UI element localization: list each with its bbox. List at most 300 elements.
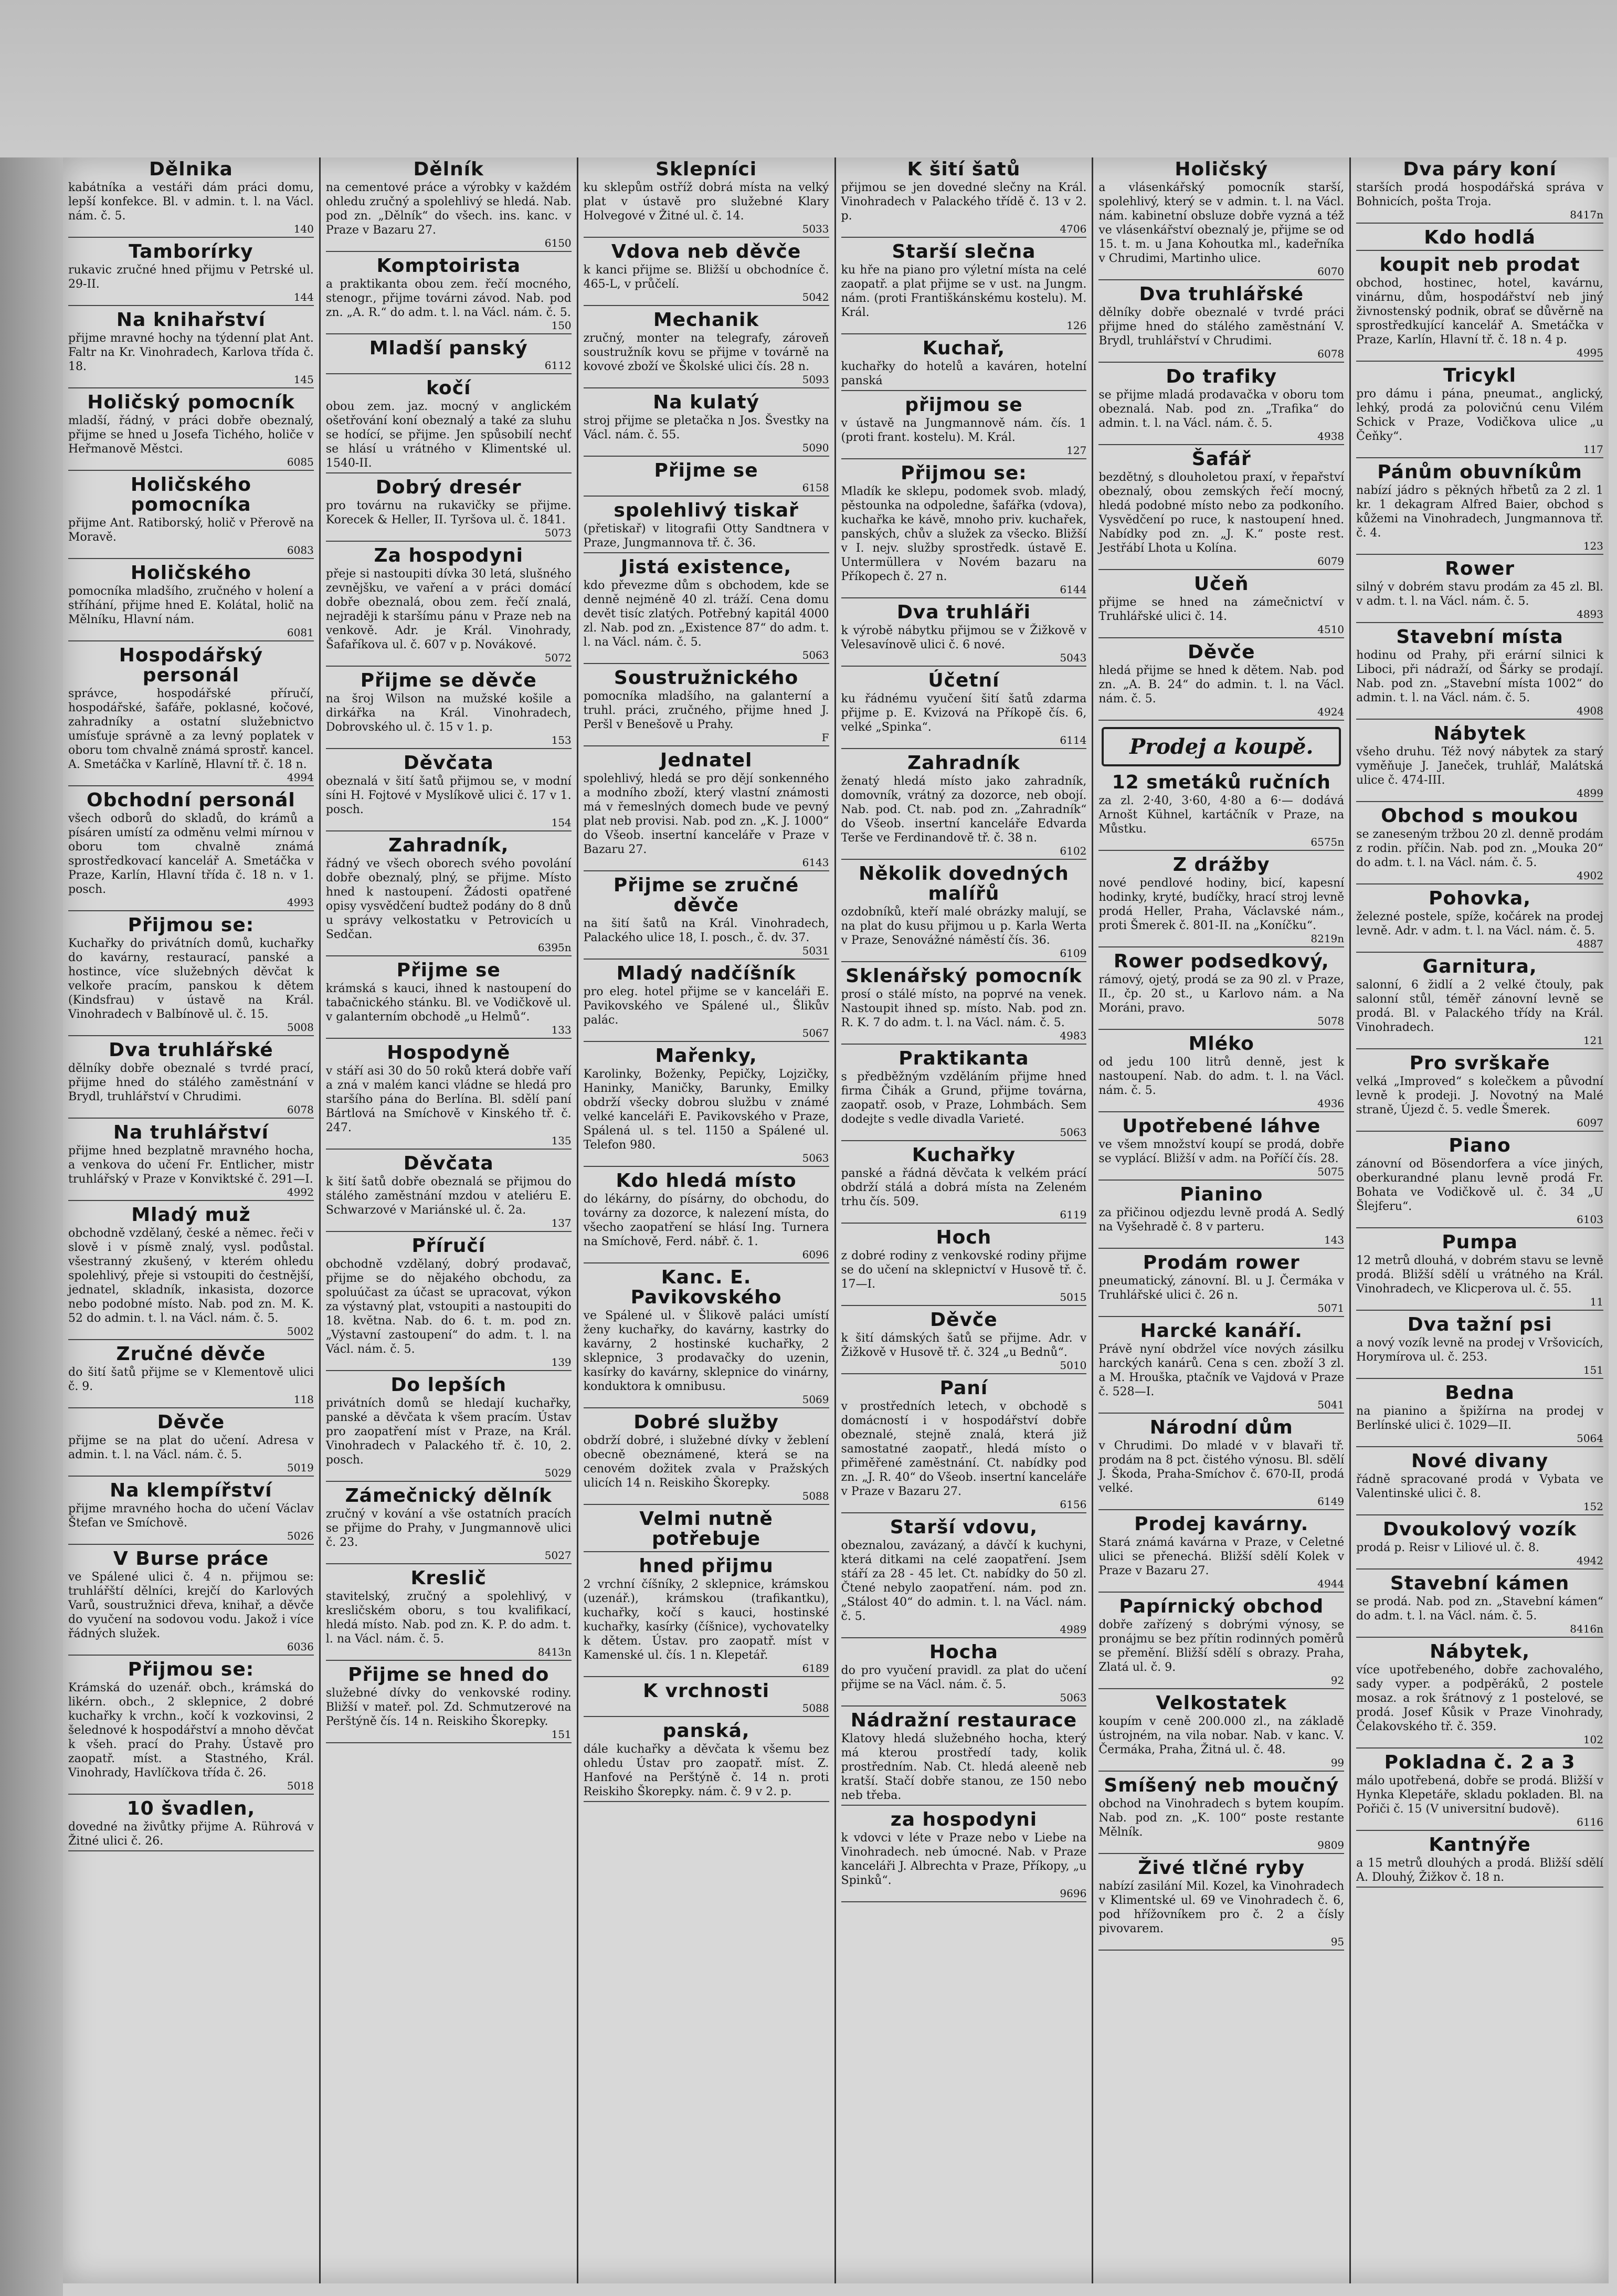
ad-number: 4938 [1317,430,1345,443]
ad-body: služebné dívky do venkovské rodiny. Bližší v mateř. pol. Zd. Schmutzerové na Perštýně čís. 14 n. Reiskiho Škorepky. [325,1687,572,1728]
ad-divider [1356,1131,1603,1132]
classified-ad [68,1549,314,1656]
ad-number: 5090 [802,441,829,454]
ad-heading: Nábytek, [1430,1641,1530,1662]
classified-ad [1356,889,1603,953]
ad-number: 11 [1590,1296,1603,1308]
classified-ad [584,1556,829,1677]
ad-heading: Bedna [1445,1382,1515,1404]
ad-divider [841,1705,1087,1707]
ad-divider [584,1504,829,1505]
classified-ad [1356,1574,1603,1638]
ad-heading: Jednatel [660,750,753,771]
ad-number: 4989 [1060,1623,1087,1636]
ad-divider [584,456,829,457]
ad-number: 4944 [1317,1577,1345,1590]
ad-heading: Dvoukolový vozík [1382,1519,1577,1540]
ad-heading: Mařenky, [655,1045,757,1067]
ad-heading: Holičského pomocníka [130,474,251,515]
ad-number: 5015 [1060,1291,1087,1303]
ad-body: Klatovy hledá služebného hocha, který má kterou prostředí tady, kolik prostředním. Nab. Ct. hledá aleeně neb kratší. Stačí dobře stanou, ze 150 nebo neb třeba. [841,1732,1087,1802]
ad-heading: Na kulatý [653,392,759,413]
classified-ad [584,501,829,553]
ad-divider [1356,801,1603,802]
ad-heading: Přijmou se: [901,462,1027,484]
classified-ad [1098,1776,1344,1854]
ad-number: 153 [551,734,572,746]
ad-divider [584,1166,829,1167]
ad-number: 4706 [1060,223,1087,235]
ad-heading: Pumpa [1442,1231,1518,1253]
ad-number: 6036 [287,1640,314,1653]
classified-ad [584,310,829,388]
classified-ad [1356,1054,1603,1132]
ad-divider [68,558,314,559]
ad-divider [841,458,1087,459]
ad-body: Karolinky, Boženky, Pepičky, Lojzičky, Haninky, Maničky, Barunky, Emilky obdrží všecky dobrou službu v známé velké kanceláři E. Pavikovského v Praze, Spálená ul. s tel. 1150 a Spálené ul. Telefon 980. [583,1068,829,1152]
ad-number: 151 [1583,1364,1603,1376]
classified-ad [584,557,829,664]
ad-divider [326,251,572,252]
ad-heading: Papírnický obchod [1119,1596,1324,1617]
classified-ad [584,1721,829,1802]
ad-divider [326,1231,572,1232]
ad-divider [68,785,314,786]
ad-number: 133 [551,1024,572,1036]
ad-divider [68,1035,314,1036]
ad-divider [584,663,829,664]
ad-divider [68,910,314,911]
ad-body: panské a řádná děvčata k velkém prácí obdrží stálá a dobrá místa na Zeleném trhu čís. 509. [841,1167,1087,1208]
ad-divider [68,1794,314,1795]
ad-number: 5063 [1060,1691,1087,1704]
classified-ad [1098,1418,1344,1510]
classified-ad [1356,559,1603,623]
ad-number: 4992 [287,1186,314,1198]
ad-heading: Smíšený neb moučný [1104,1775,1339,1796]
ad-body: zánovní od Bösendorfera a více jiných, oberkurandné planu levně prodá Fr. Bohata ve Vodičkově ul. č. 34 „U Šlejferu“. [1356,1157,1603,1213]
classified-ad [326,1043,572,1150]
ad-body: kuchařky do hotelů a kaváren, hotelní panská [841,360,1087,387]
classified-ad [584,160,829,238]
ad-body: na šroj Wilson na mužské košile a dirkářka na Král. Vinohradech, Dobrovského ul. č. 15 v 1. p. [325,692,572,734]
ad-heading: Zámečnický dělník [345,1485,552,1507]
ad-divider [1356,952,1603,953]
ad-number: 6085 [287,456,314,468]
ad-body: rukavic zručné hned přijmu v Petrské ul. 29-II. [68,264,314,291]
ad-heading: Děvče [1187,641,1255,663]
ad-heading: Soustružnického [614,667,799,689]
classified-ad [1098,1117,1344,1181]
ad-divider [68,1407,314,1408]
ad-divider [1356,1227,1603,1228]
ad-divider [584,959,829,960]
ad-body: železné postele, spíže, kočárek na prodej levně. Adr. v adm. t. l. na Václ. nám. č. 5. [1356,910,1603,938]
ad-divider [1098,1413,1344,1414]
ad-body: a praktikanta obou zem. řečí mocného, stenogr., přijme továrni závod. Nab. pod zn. „A. R.“ do adm. t. l. na Václ. nám. č. 5. [325,278,572,319]
ad-body: hodinu od Prahy, při erární silnici k Liboci, při nádraží, od Šárky se prodají. Nab. pod zn. „Stavební místa 1002“ do admin. t. l. na Václ. nám. č. 5. [1356,649,1603,704]
ad-body: přijmou se jen dovedné slečny na Král. Vinohradech v Palackého třídě č. 13 v 2. p. [841,181,1087,223]
ad-body: přijme mravné hochy na týdenní plat Ant. Faltr na Kr. Vinohradech, Karlova třída č. 18. [68,332,314,373]
ad-divider [326,666,572,667]
classified-ad [68,1413,314,1477]
ad-number: 127 [1066,444,1087,457]
ad-divider [68,1655,314,1656]
ad-number: 4902 [1577,869,1603,882]
ad-heading: Tricykl [1443,365,1516,386]
ad-heading: Hoch [936,1227,992,1248]
ad-divider [841,1140,1087,1141]
ad-body: k šití dámských šatů se přijme. Adr. v Žižkově v Husově tř. č. 324 „u Bednů“. [841,1332,1087,1359]
ad-heading: Mladší panský [369,338,528,359]
ad-divider [68,1544,314,1545]
ad-number: 4993 [287,896,314,909]
ad-heading: Přijme se [396,960,501,981]
ad-body: přijme se na plat do učení. Adresa v admin. t. l. na Václ. nám. č. 5. [68,1434,314,1461]
ad-heading: Dělník [413,159,484,180]
ad-heading: Nádražní restaurace [850,1710,1077,1731]
ad-divider [68,387,314,388]
classified-column-1 [63,157,321,2283]
classified-ad [68,1123,314,1201]
ad-body: pro dámu i pána, pneumat., anglický, lehký, prodá za polovičnú cenu Vilém Schick v Praze, Vodičkova ulice „u Čeňky“. [1356,387,1603,443]
ad-heading: Dva tažní psi [1407,1314,1552,1335]
ad-heading: Přijme se děvče [360,670,537,691]
ad-divider [326,1038,572,1039]
ad-body: obchodně vzdělaný, dobrý prodavač, přijme se do nějakého obchodu, za spoluúčast za účast se upracovat, výkon za výstavný plat, vstoupiti a nastoupiti do 18. května. Nab. do 6. t. m. pod zn. „Výstavní zastoupení“ do adm. t. l. na Václ. nám. č. 5. [325,1258,572,1356]
ad-divider [841,597,1087,598]
ad-heading: Prodej kavárny. [1134,1513,1309,1535]
ad-heading: Mléko [1188,1033,1254,1055]
ad-body: pomocníka mladšího, na galanterní a truhl. práci, zručného, přijme hned J. Peršl v Benešově u Prahy. [583,690,829,731]
classified-ad [584,964,829,1042]
classified-ad [1098,574,1344,638]
ad-body: silný v dobrém stavu prodám za 45 zl. Bl. v adm. t. l. na Václ. nám. č. 5. [1356,581,1603,608]
ad-body: dělníky dobře obeznalé s tvrdé prací, přijme hned do stálého zaměstnání v Brydl, truhlářství v Chrudimi. [68,1062,314,1103]
ad-number: 5010 [1060,1359,1087,1372]
ad-number: 6102 [1060,845,1087,857]
ad-number: 6119 [1060,1208,1087,1221]
ad-body: dobře zařízený s dobrými výnosy, se pronájmu se bez přítin rodinných poměrů se přemění. Bližší sdělí s obrazy. Praha, Zlatá ul. č. 9. [1098,1618,1345,1674]
ad-body: salonní, 6 židlí a 2 velké čtouly, pak salonní stůl, téměř zánovní levně se prodá. Bl. v Palackého třídy na Král. Vinohradech. [1356,978,1603,1034]
ad-number: 6395n [537,941,572,954]
classified-ad [1098,1858,1344,1951]
ad-divider [326,1481,572,1482]
ad-divider [1356,1637,1603,1638]
ad-divider [841,748,1087,749]
ad-body: dále kuchařky a děvčata k všemu bez ohledu Ústav pro zaopatř. míst. Z. Hanfové na Perštýně č. 14 n. proti Reiskiho Škorepky. nám. č. 9 v 2. p. [583,1743,829,1798]
ad-divider [841,961,1087,962]
ad-divider [326,472,572,473]
ad-divider [841,237,1087,238]
ad-body: za přičinou odjezdu levně prodá A. Sedlý na Vyšehradě č. 8 v parteru. [1098,1206,1345,1234]
ad-heading: V Burse práce [113,1548,269,1570]
ad-heading: K šití šatů [907,159,1021,180]
ad-divider [68,1200,314,1201]
ad-divider [68,305,314,306]
ad-heading: Obchod s moukou [1381,805,1579,827]
ad-number: 4908 [1577,704,1603,717]
ad-body: málo upotřebená, dobře se prodá. Bližší v Hynka Klepetáře, skladu pokladen. Bl. na Pořiči č. 15 (V universitní budově). [1356,1774,1603,1816]
ad-divider [584,1801,829,1802]
ad-number: 6083 [287,544,314,556]
ad-body: se přijme mladá prodavačka v oboru tom obeznalá. Nab. pod zn. „Trafika“ do admin. t. l. na Václ. nám. č. 5. [1098,388,1345,430]
classified-ad [841,603,1087,667]
classified-ad [841,1145,1087,1224]
ad-divider [841,1373,1087,1374]
ad-number: 4893 [1577,608,1603,620]
ad-body: řádně spracované prodá v Vybata ve Valentinské ulici č. 8. [1356,1473,1603,1500]
ad-divider [841,1305,1087,1306]
ad-divider [1356,1378,1603,1379]
ad-body: pomocníka mladšího, zručného v holení a stříhání, přijme hned E. Kolátal, holič na Mělníku, Hlavní nám. [68,585,314,626]
ad-divider [584,496,829,497]
ad-number: 5064 [1577,1432,1603,1445]
ad-number: 6078 [287,1103,314,1116]
classified-ad [841,1711,1087,1806]
ad-body: k šití šatů dobře obeznalá se přijmou do stálého zaměstnání mzdou v ateliéru E. Schwarzové v Mariánské ul. č. 2a. [325,1175,572,1217]
ad-body: řádný ve všech oborech svého povolání dobře obeznalý, plný, se přijme. Místo hned k nastoupení. Žádosti opatřené opisy vysvědčení budtež podány do 8 dnů u správy velkostatku v Petrovicích u Sedčan. [325,857,572,941]
ad-number: 5072 [544,651,572,664]
classified-ad [326,961,572,1039]
ad-heading: Kantnýře [1429,1834,1531,1856]
ad-number: 5088 [802,1702,829,1714]
classified-ad [841,464,1087,598]
ad-number: 5043 [1060,651,1087,664]
ad-body: v prostředních letech, v obchodě s domácností i v hospodářství dobře obeznalé, stejně znalá, která již samostatné zaopatř., hledá místo o přiměřené zaměstnání. Ct. nabídky pod zn. „J. R. 40“ do Všeob. insertní kanceláře v Praze v Bazaru 27. [841,1400,1087,1498]
ad-body: ženatý hledá místo jako zahradník, domovník, vrátný za dozorce, neb obojí. Nab. pod. Ct. nab. pod zn. „Zahradník“ do Všeob. insertní kanceláře Edvarda Terše ve Ferdinandově tř. č. 38 n. [841,775,1087,845]
ad-body: přijme hned bezplatně mravného hocha, a venkova do učení Fr. Entlicher, mistr truhlářský v Praze v Konviktské č. 291—I. [68,1144,314,1186]
ad-body: obchodně vzdělaný, české a němec. řeči v slově i v písmě znalý, vysl. podůstal. všestranný zkušený, v kterém ohledu spolehlivý, přeje si vstoupiti do čestnější, jednatel, skladník, inkasista, dozorce nebo podobné místo. Nab. pod zn. M. K. 52 do admin. t. l. na Václ. nám. č. 5. [68,1227,314,1325]
ad-divider [326,541,572,542]
ad-body: nabízí jádro s pěkných hřbetů za 2 zl. 1 kr. 1 dekagram Alfred Baier, obchod s kůžemi na Vinohradech, Jungmannova tř. č. 4. [1356,484,1603,540]
ad-number: 123 [1583,540,1603,552]
ad-number: 118 [293,1393,314,1406]
ad-divider [1098,1688,1344,1689]
ad-heading: Sklepníci [656,159,757,180]
classified-ad [1098,367,1344,445]
ad-divider [1356,1568,1603,1570]
ad-number: 8219n [1310,932,1345,945]
ad-body: ku řádnému vyučení šití šatů zdarma přijme p. E. Kvizová na Příkopě čís. 6, velké „Spinka“. [841,692,1087,734]
ad-divider [1356,1446,1603,1447]
ad-number: 6149 [1317,1495,1345,1508]
ad-divider [1098,637,1344,638]
ad-body: krámská s kauci, ihned k nastoupení do tabačnického stánku. Bl. ve Vodičkově ul. v galanterním obchodě „u Helmů“. [325,982,572,1024]
ad-heading: panská, [662,1720,750,1742]
ad-heading: Kuchař, [922,338,1006,359]
classified-ad [584,1509,829,1552]
ad-body: do šití šatů přijme se v Klementově ulici č. 9. [68,1366,314,1393]
ad-body: správce, hospodářské příručí, hospodářské, šafáře, poklasné, kočové, zahradníky a ostatní služebnictvo umísťuje správně a za levný poplatek v oboru tom chvalně známá sprostř. kancel. A. Smetáčka v Karlíně, Hlavní tř. č. 18 n. [68,687,314,771]
ad-heading: Národní dům [1149,1417,1293,1438]
ad-body: přijme Ant. Ratiborský, holič v Přerově na Moravě. [68,517,314,544]
ad-number: 5008 [287,1021,314,1034]
ad-divider [584,1041,829,1042]
ad-body: na cementové práce a výrobky v každém ohledu zručný a spolehlivý se hledá. Nab. pod zn. „Dělník“ do všech. ins. kanc. v Praze v Bazaru 27. [325,181,572,237]
classified-ad [1356,1642,1603,1749]
ad-heading: Kreslič [410,1567,487,1589]
ad-divider [1356,1514,1603,1515]
classified-ad [1356,1451,1603,1515]
ad-heading: Přijme se zručné děvče [613,875,799,916]
classified-ad [841,1810,1087,1902]
classified-ad [584,461,829,497]
ad-heading: 10 švadlen, [126,1798,256,1819]
ad-number: 4994 [287,771,314,784]
ad-heading: Dva truhláři [896,602,1031,623]
classified-ad [1098,1597,1344,1689]
ad-divider [1098,850,1344,851]
ad-body: kdo převezme dům s obchodem, kde se denně nejméně 40 zl. tráží. Cena domu devět tisíc zlatých. Potřebný kapitál 4000 zl. Nab. pod zn. „Existence 87“ do adm. t. l. na Václ. nám. č. 5. [583,579,829,649]
classified-ad [68,475,314,559]
classified-ad [326,1375,572,1482]
ad-heading: Příručí [411,1235,486,1257]
ad-body: obdrží dobré, i služebné dívky v žeblení obecně obeznámené, která se na cenovém dožitek zvala v Pražských ulicích 14 n. Reiskiho Škorepky. [583,1434,829,1490]
ad-heading: Kuchařky [912,1144,1016,1166]
classified-ad [1356,1315,1603,1379]
ad-body: hledá přijme se hned k dětem. Nab. pod zn. „A. B. 24“ do admin. t. l. na Václ. nám. č. 5. [1098,664,1345,705]
ad-divider [1356,554,1603,555]
ad-number: 4983 [1060,1029,1087,1042]
ad-divider [1356,719,1603,720]
classified-ad [841,242,1087,334]
ad-number: 4887 [1577,938,1603,950]
classified-ad [584,1046,829,1167]
ad-body: za zl. 2·40, 3·60, 4·80 a 6·— dodává Arnošt Kühnel, kartáčník v Praze, na Můstku. [1098,794,1345,836]
ad-body: obchod na Vinohradech s bytem koupím. Nab. pod zn. „K. 100“ poste restante Mělník. [1098,1797,1345,1839]
ad-heading: Kdo hodlá [1424,227,1536,248]
ad-body: od jedu 100 litrů denně, jest k nastoupení. Nab. do adm. t. l. na Václ. nám. č. 5. [1098,1056,1345,1097]
ad-number: 5078 [1317,1015,1345,1027]
ad-divider [1356,622,1603,623]
ad-body: dovedné na živůtky přijme A. Rührová v Žitné ulici č. 26. [68,1820,314,1848]
ad-number: 140 [293,223,314,235]
ad-number: 5033 [802,223,829,235]
classified-ad [1356,724,1603,802]
ad-heading: Stavební místa [1396,626,1563,648]
classified-column-6 [1351,157,1609,2283]
ad-heading: spolehlivý tiskař [614,500,799,521]
classified-ad [68,310,314,388]
ad-body: ve Spálené ulici č. 4 n. přijmou se: truhlářští dělníci, krejčí do Karlových Varů, soustružnici dřeva, knihař, a děvče do vyučení na sodovou vodu. Jakož i více řádných služek. [68,1571,314,1640]
ad-heading: Živé tlčné ryby [1138,1857,1305,1879]
ad-divider [1098,720,1344,721]
ad-heading: Mladý nadčíšník [616,963,796,984]
ad-number: 6156 [1060,1498,1087,1511]
ad-divider [841,390,1087,391]
ad-heading: Vdova neb děvče [611,241,801,262]
classified-ad [584,393,829,457]
ad-number: F [821,731,829,744]
classified-ad [326,339,572,374]
ad-divider [68,237,314,238]
classified-column-4 [836,157,1094,2283]
ad-divider [584,1676,829,1677]
ad-divider [584,1716,829,1717]
ad-body: ku sklepům ostříž dobrá místa na velký plat v ústavě pro služebné Klary Holvegové v Žitné ul. č. 14. [583,181,829,223]
classified-ad [1098,952,1344,1030]
ad-heading: Pokladna č. 2 a 3 [1384,1752,1576,1773]
scan-left-margin [0,157,63,2296]
ad-heading: Děvčata [403,752,494,774]
ad-divider [326,1149,572,1150]
ad-body: se prodá. Nab. pod zn. „Stavební kámen“ do adm. t. l. na Václ. nám. č. 5. [1356,1595,1603,1623]
ad-number: 9809 [1317,1839,1345,1851]
ad-divider [1098,1029,1344,1030]
ad-heading: Zahradník, [388,835,509,856]
ad-divider [1098,1111,1344,1112]
ad-heading: Upotřebené láhve [1122,1115,1321,1137]
classified-ad [68,646,314,786]
classified-ad [68,1205,314,1340]
ad-divider [1098,1853,1344,1854]
ad-body: všeho druhu. Též nový nábytek za starý vyměňuje J. Janeček, truhlář, Malátská ulice č. 474-III. [1356,745,1603,787]
classified-ad [1356,1233,1603,1311]
ad-heading: Děvčata [403,1153,494,1174]
classified-ad [841,1228,1087,1306]
classified-ad [584,1681,829,1717]
ad-divider [584,305,829,306]
ad-number: 117 [1583,443,1603,456]
classified-ad [326,671,572,749]
ad-number: 150 [551,319,572,332]
ad-body: všech odborů do skladů, do krámů a písáren umístí za odměnu velmi mírnou v oboru tom chvalně známá sprostředkovací kancelář A. Smetáčka v Praze, Karlín, Hlavní třída č. 18 n. v 1. posch. [68,812,314,896]
ad-number: 139 [551,1356,572,1368]
ad-heading: Dva páry koní [1403,159,1557,180]
classified-ad [1098,449,1344,570]
ad-body: do pro vyučení pravidl. za plat do učení přijme se na Václ. nám. č. 5. [841,1664,1087,1691]
ad-divider [326,1742,572,1743]
classified-ad [326,1486,572,1564]
classified-ad [841,1378,1087,1513]
classified-ad [1356,366,1603,458]
classified-ad [584,242,829,306]
ad-divider [841,666,1087,667]
ad-number: 5026 [287,1530,314,1542]
ad-heading: Děvče [157,1412,225,1433]
classified-ad [841,671,1087,749]
ad-divider [326,333,572,334]
ad-body: 2 vrchní číšníky, 2 sklepnice, krámskou (uzenář.), krámskou (trafikantku), kuchařky, kočí s kauci, hostinské kuchařky, kasírky (číšnice), vychovatelky k dětem. Ústav. pro zaopatř. míst v Kamenské ul. čís. 1 n. Klepetář. [583,1578,829,1662]
ad-body: pro továrnu na rukavičky se přijme. Korecek & Heller, II. Tyršova ul. č. 1841. [325,499,572,526]
classified-ad [68,791,314,911]
ad-divider [841,1805,1087,1806]
ad-number: 4510 [1317,623,1345,636]
ad-heading: Velkostatek [1156,1692,1287,1714]
classified-ad [841,1642,1087,1707]
ad-divider [68,470,314,471]
ad-heading: Z drážby [1172,854,1270,876]
ad-body: k kanci přijme se. Bližší u obchodníce č. 465-L, v průčelí. [583,264,829,291]
ad-heading: Obchodní personál [87,789,295,811]
ad-divider [1098,279,1344,280]
ad-body: se zaneseným tržbou 20 zl. denně prodám z rodin. příčin. Nab. pod zn. „Mouka 20“ do adm. t. l. na Václ. nám. č. 5. [1356,828,1603,869]
ad-number: 5019 [287,1461,314,1474]
ad-number: 4942 [1577,1554,1603,1567]
ad-divider [1356,1048,1603,1049]
ad-heading: Hospodářský personál [119,645,263,686]
ad-body: velká „Improved“ s kolečkem a původní levně k prodeji. J. Novotný na Malé straně, Újezd č. 5. vedle Šmerek. [1356,1075,1603,1117]
ad-body: zručný, monter na telegrafy, zároveň soustružník kovu se přijme v továrně na kovové zboží ve Školské ulici čís. 28 n. [583,332,829,373]
ad-number: 6081 [287,626,314,639]
ad-number: 4936 [1317,1097,1345,1110]
ad-heading: Dva truhlářské [109,1039,273,1061]
ad-heading: za hospodyni [890,1809,1038,1830]
section-banner: Prodej a koupě. [1102,727,1341,766]
ad-heading: hned přijmu [639,1555,774,1577]
ad-heading: kočí [426,377,471,399]
